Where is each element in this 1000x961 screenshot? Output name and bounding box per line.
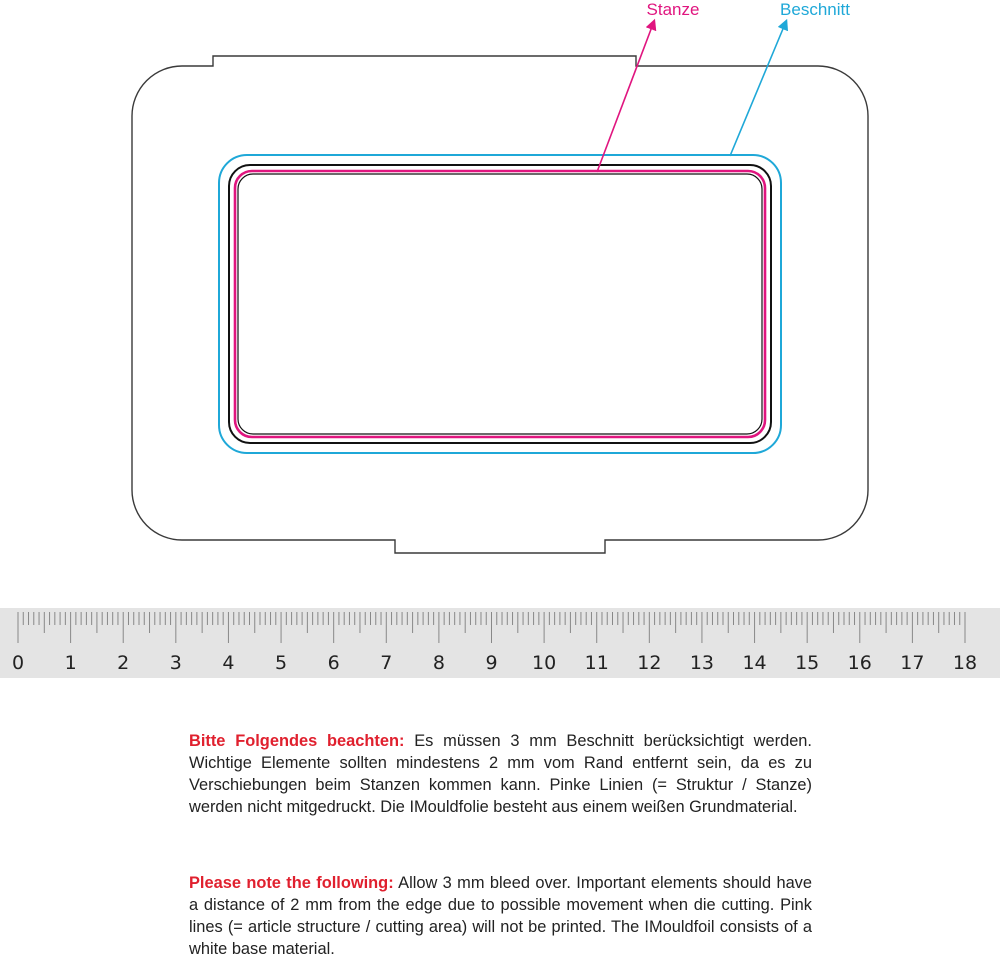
note-english-body: Allow 3 mm bleed over. Important elements should have a distance of 2 mm from the edge due to possible movement when die cutting. Pink lines (= article structure / cutting area) will not be printed. The IMouldfoil consists of a white base material. [189, 874, 812, 958]
ruler-label: 1 [64, 652, 77, 674]
ruler-label: 15 [795, 652, 820, 674]
note-german [189, 730, 812, 818]
product-outline [132, 56, 868, 553]
ruler-label: 17 [900, 652, 925, 674]
ruler-label: 7 [380, 652, 393, 674]
ruler-label: 6 [327, 652, 340, 674]
ruler-label: 0 [11, 652, 25, 674]
beschnitt-label: Beschnitt [780, 0, 850, 19]
ruler-label: 8 [432, 652, 445, 674]
ruler-label: 3 [169, 652, 182, 674]
ruler-label: 4 [222, 652, 235, 674]
ruler-label: 10 [532, 652, 557, 674]
ruler-label: 18 [952, 652, 978, 674]
ruler-label: 13 [689, 652, 715, 674]
note-german-heading: Bitte Folgendes beachten: [189, 732, 405, 750]
die-cut-inner-line [238, 174, 762, 434]
ruler-label: 16 [847, 652, 872, 674]
ruler [0, 608, 1000, 678]
ruler-label: 9 [485, 652, 498, 674]
die-cut-line [235, 171, 765, 437]
stanze-label: Stanze [646, 0, 700, 19]
ruler-label: 5 [275, 652, 288, 674]
ruler-label: 12 [637, 652, 662, 674]
stanze-arrow [597, 24, 653, 172]
ruler-label: 2 [117, 652, 130, 674]
note-german-body: Es müssen 3 mm Beschnitt berücksichtigt werden. Wichtige Elemente sollten mindestens 2 mm vom Rand entfernt sein, da es zu Verschiebungen beim Stanzen kommen kann. Pinke Linien (= Struktur / Stanze) werden nicht mitgedruckt. Die IMouldfolie besteht aus einem weißen Grundmaterial. [189, 732, 812, 816]
trim-line [229, 165, 771, 443]
ruler-label: 14 [742, 652, 767, 674]
beschnitt-arrow [730, 24, 785, 156]
note-english [189, 872, 812, 960]
bleed-line [219, 155, 781, 453]
ruler-label: 11 [584, 652, 609, 674]
note-english-heading: Please note the following: [189, 874, 394, 892]
